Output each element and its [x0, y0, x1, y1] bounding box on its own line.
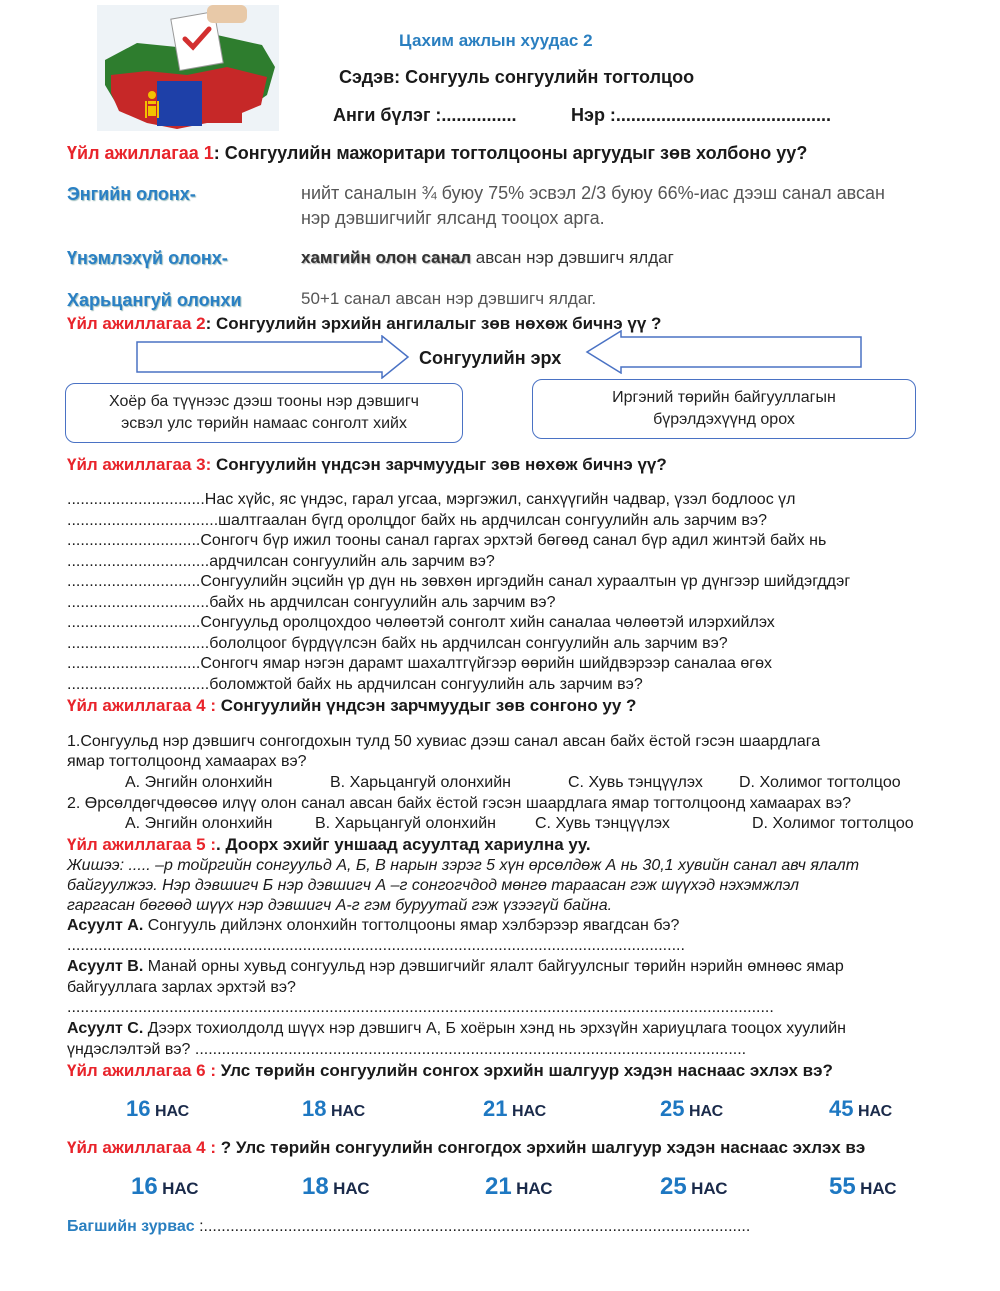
age-option-45[interactable] [829, 1096, 892, 1122]
age-value: 21 [483, 1096, 508, 1121]
left-box-line2: эсвэл улс төрийн намаас сонголт хийх [121, 415, 407, 432]
age-unit: НАС [330, 1103, 366, 1120]
definition-2-bold[interactable]: хамгийн олон санал [301, 248, 472, 267]
age-unit: НАС [516, 1179, 553, 1198]
question-c-text: Дээрх тохиолдолд шүүх нэр дэвшигч А, Б хоёрын хэнд нь эрхзүйн хариуцлага тооцох хуулийн [143, 1020, 846, 1037]
principle-line[interactable]: ...............................Нас хүйс, яс үндэс, гарал угсаа, мэргэжил, санхүүгийн чадвар, үзэл бодлоос үл [67, 491, 796, 508]
activity5-question: . Доорх эхийг уншаад асуултад хариулна уу. [216, 835, 591, 854]
center-label-voting-right: Сонгуулийн эрх [419, 348, 562, 368]
term-simple-majority[interactable]: Энгийн олонх- [67, 184, 196, 204]
example-line3: гаргасан бөгөөд шүүх нэр дэвшигч А-г гэм буруутай гэж үзээгүй байна. [67, 897, 613, 914]
question-c-label: Асуулт С. [67, 1020, 144, 1037]
right-answer-box[interactable] [532, 379, 916, 439]
term-absolute-majority[interactable]: Үнэмлэхүй олонх- [67, 248, 228, 268]
question-b-line2: байгууллага зарлах эрхтэй вэ? [67, 979, 296, 996]
right-box-line1: Иргэний төрийн байгууллагын [612, 389, 836, 406]
question1-line1: 1.Сонгуульд нэр дэвшигч сонгогдохын тулд 50 хувиас дээш санал авсан байх ёстой гэсэн шаардлага [67, 733, 821, 750]
q1-option-b[interactable]: B. Харьцангуй олонхийн [330, 774, 511, 791]
age-value: 16 [126, 1096, 151, 1121]
age-option-21[interactable] [483, 1096, 546, 1122]
q1-option-c[interactable]: C. Хувь тэнцүүлэх [568, 774, 703, 791]
age-unit: НАС [860, 1179, 897, 1198]
age-option-25[interactable] [660, 1173, 728, 1201]
age-value: 25 [660, 1096, 685, 1121]
age-value: 21 [485, 1173, 512, 1200]
principle-line: ................................боломжтой байх нь ардчилсан сонгуулийн аль зарчим вэ? [67, 675, 643, 693]
age-value: 55 [829, 1173, 856, 1200]
age-unit: НАС [511, 1103, 547, 1120]
age-option-16[interactable] [131, 1173, 199, 1201]
topic-text: Сонгууль сонгуулийн тогтолцоо [405, 67, 695, 87]
definition-1a[interactable]: нийт саналын ¾ буюу 75% эсвэл 2/3 буюу 66%-иас дээш санал авсан [301, 183, 885, 203]
principle-line: ................................ардчилсан сонгуулийн аль зарчим вэ? [67, 552, 495, 570]
age-option-21[interactable] [485, 1173, 553, 1201]
activity7-label: Үйл ажиллагаа 4 : [67, 1138, 216, 1157]
activity4-question: Сонгуулийн үндсэн зарчмуудыг зөв сонгоно уу ? [216, 696, 637, 715]
topic-label: Сэдэв: [339, 67, 401, 87]
activity7-question: ? Улс төрийн сонгуулийн сонгогдох эрхийн шалгуур хэдэн наснаас эхлэх вэ [216, 1138, 866, 1157]
q1-option-d[interactable]: D. Холимог тогтолцоо [739, 774, 901, 791]
activity6-question: Улс төрийн сонгуулийн сонгох эрхийн шалгуур хэдэн наснаас эхлэх вэ? [216, 1061, 833, 1080]
left-box-line1: Хоёр ба түүнээс дээш тооны нэр дэвшигч [108, 393, 420, 410]
activity6-label: Үйл ажиллагаа 6 : [67, 1061, 216, 1080]
age-option-25[interactable] [660, 1096, 723, 1122]
question-b-text: Манай орны хувьд сонгуульд нэр дэвшигчийг ялалт байгуулсныг төрийн нэрийн өмнөөс ямар [143, 958, 844, 975]
activity3-question: Сонгуулийн үндсэн зарчмуудыг зөв нөхөж бичнэ үү? [211, 455, 667, 474]
activity5-label: Үйл ажиллагаа 5 : [67, 835, 216, 854]
left-answer-box[interactable] [65, 383, 463, 443]
answer-c-field[interactable]: үндэслэлтэй вэ? ............................................................................................................................ [67, 1041, 747, 1058]
right-arrow [136, 335, 410, 384]
principle-line[interactable]: ..............................Сонгогч ямар нэгэн дарамт шахалтгүйгээр өөрийн шийдвэрээр саналаа өгөх [67, 655, 773, 672]
worksheet-title: Цахим ажлын хуудас 2 [399, 31, 593, 50]
age-unit: НАС [333, 1179, 370, 1198]
activity1-label: Үйл ажиллагаа 1 [67, 143, 214, 163]
age-unit: НАС [691, 1179, 728, 1198]
principle-line[interactable]: ..............................Сонгогч бүр ижил тооны санал гаргах эрхтэй бөгөөд санал бүр адил жинтэй байх нь [67, 532, 827, 549]
age-unit: НАС [162, 1179, 199, 1198]
answer-b-field[interactable]: ............................................................................................................................................................... [67, 999, 774, 1016]
q2-option-a[interactable]: A. Энгийн олонхийн [125, 815, 273, 832]
age-option-16[interactable] [126, 1096, 189, 1122]
age-value: 45 [829, 1096, 854, 1121]
q2-option-b[interactable]: B. Харьцангуй олонхийн [315, 815, 496, 832]
activity2-label: Үйл ажиллагаа 2 [67, 314, 206, 333]
definition-3[interactable]: 50+1 санал авсан нэр дэвшигч ялдаг. [301, 289, 597, 308]
principle-line: ..................................шалтгаалан бүгд оролцдог байх нь ардчилсан сонгуулийн аль зарчим вэ? [67, 511, 767, 529]
q2-option-c[interactable]: C. Хувь тэнцүүлэх [535, 815, 670, 832]
age-unit: НАС [154, 1103, 190, 1120]
class-field[interactable]: Анги бүлэг :............... [333, 105, 517, 125]
age-value: 18 [302, 1173, 329, 1200]
activity2-question: : Сонгуулийн эрхийн ангилалыг зөв нөхөж бичнэ үү ? [205, 314, 662, 333]
answer-a-field[interactable]: ........................................................................................................................................... [67, 937, 685, 954]
teacher-note-field[interactable]: :........................................................................................................................... [194, 1218, 751, 1235]
question1-line2: ямар тогтолцоонд хамаарах вэ? [67, 753, 307, 770]
name-field[interactable]: Нэр :........................................... [571, 105, 831, 125]
activity4-label: Үйл ажиллагаа 4 : [67, 696, 216, 715]
q1-option-a[interactable]: A. Энгийн олонхийн [125, 774, 273, 791]
question-a-text: Сонгууль дийлэнх олонхийн тогтолцооны ямар хэлбэрээр явагдсан бэ? [143, 917, 680, 934]
teacher-note-label: Багшийн зурвас [67, 1218, 195, 1235]
age-value: 25 [660, 1173, 687, 1200]
principle-line[interactable]: ..............................Сонгуульд оролцохдоо чөлөөтэй сонголт хийн саналаа чөлөөтэй илэрхийлэх [67, 614, 775, 631]
right-box-line2: бүрэлдэхүүнд орох [653, 411, 795, 428]
principle-line: ................................бололцоог бүрдүүлсэн байх нь ардчилсан сонгуулийн аль зарчим вэ? [67, 634, 728, 652]
age-value: 16 [131, 1173, 158, 1200]
term-relative-majority[interactable]: Харьцангуй олонхи [67, 290, 242, 310]
age-option-18[interactable] [302, 1096, 365, 1122]
definition-2-rest: авсан нэр дэвшигч ялдаг [471, 248, 674, 267]
age-value: 18 [302, 1096, 327, 1121]
definition-1b: нэр дэвшигчийг ялсанд тооцох арга. [301, 208, 605, 228]
left-arrow [585, 330, 863, 379]
activity1-question: : Сонгуулийн мажоритари тогтолцооны аргуудыг зөв холбоно уу? [213, 143, 808, 163]
age-option-55[interactable] [829, 1173, 897, 1201]
example-line2: байгуулжээ. Нэр дэвшигч Б нэр дэвшигч А –г сонгогчдод мөнгө тараасан гэж шүүхэд нэхэмжлэл [67, 877, 800, 894]
age-unit: НАС [857, 1103, 893, 1120]
q2-option-d[interactable]: D. Холимог тогтолцоо [752, 815, 914, 832]
question-a-label: Асуулт А. [67, 917, 144, 934]
age-option-18[interactable] [302, 1173, 370, 1201]
principle-line[interactable]: ..............................Сонгуулийн эцсийн үр дүн нь зөвхөн иргэдийн санал хураалтын үр дүнгээр шийдэгддэг [67, 573, 851, 590]
question-b-label: Асуулт В. [67, 958, 144, 975]
question2-line1: 2. Өрсөлдөгчдөөсөө илүү олон санал авсан байх ёстой гэсэн шаардлага ямар тогтолцоонд хамаарах вэ? [67, 795, 852, 812]
ballot-map-illustration [97, 5, 279, 131]
principle-line: ................................байх нь ардчилсан сонгуулийн аль зарчим вэ? [67, 593, 556, 611]
activity3-label: Үйл ажиллагаа 3: [67, 455, 212, 474]
age-unit: НАС [688, 1103, 724, 1120]
example-line1: Жишээ: ..... –р тойргийн сонгуульд А, Б, В нарын зэрэг 5 хүн өрсөлдөж А нь 30,1 хувийн санал авч ялалт [67, 857, 860, 874]
